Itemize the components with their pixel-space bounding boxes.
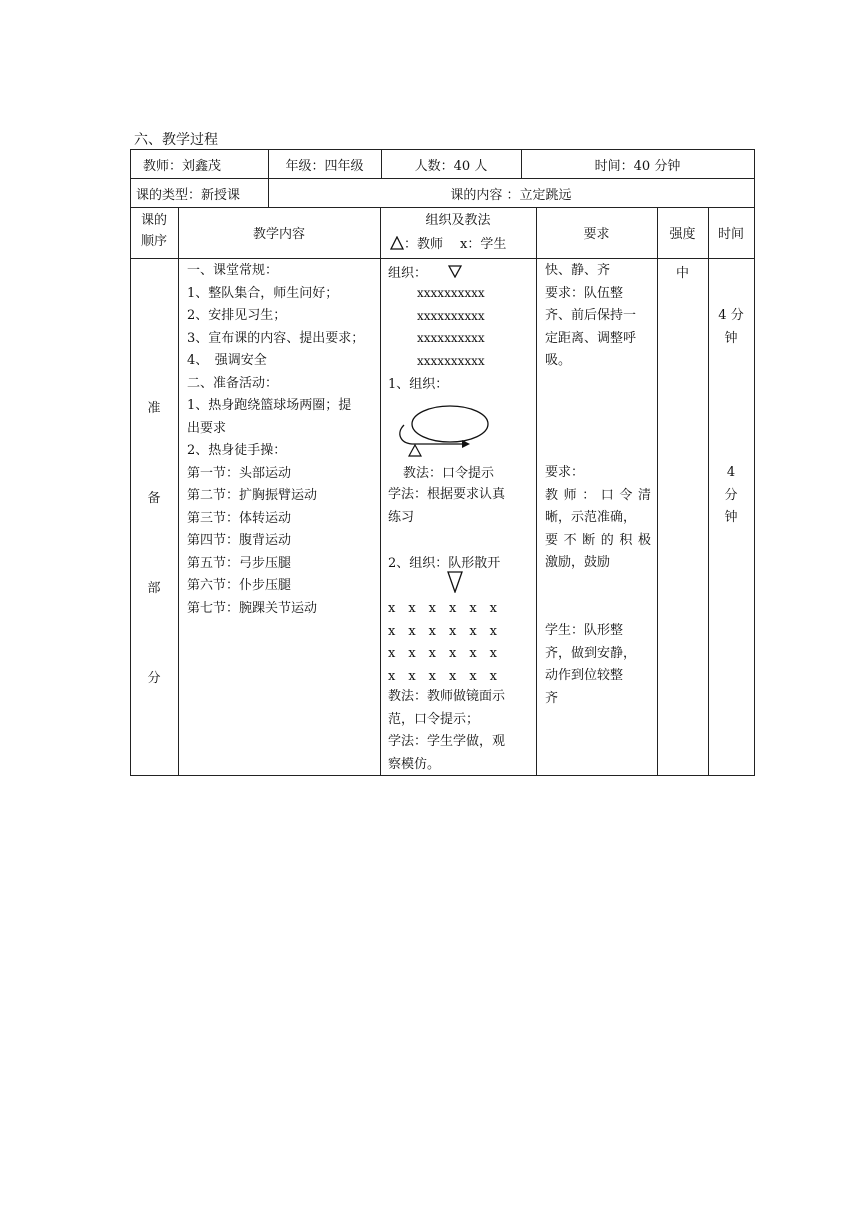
content-line: 出要求 [187, 420, 227, 436]
formation-row: xxxxxxxxxx [417, 286, 485, 300]
formation-row: xxxxxxxxxx [417, 331, 485, 345]
time-line: 钟 [724, 510, 738, 525]
content-list [187, 260, 364, 620]
legend-student-label: x：学生 [460, 237, 507, 252]
content-line: 1、整队集合，师生问好； [187, 285, 339, 301]
legend-teacher-label: ：教师 [404, 237, 444, 252]
header-require: 要求 [583, 227, 610, 242]
require-line: 要不断的积极 [545, 532, 651, 548]
require-line: 要求：队伍整 [545, 285, 624, 301]
formation-row: xxxxxxxxxx [417, 353, 485, 368]
require-line: 快、静、齐 [545, 263, 611, 278]
total-time: 时间：40 分钟 [594, 159, 681, 174]
require-block-2 [545, 462, 651, 575]
content-line: 第五节：弓步压腿 [187, 555, 292, 571]
content-line: 2、热身徒手操： [187, 443, 287, 458]
org-label-2: 1、组织： [388, 377, 449, 392]
method-line: 范，口令提示； [388, 711, 480, 727]
content-line: 第二节：扩胸振臂运动 [187, 488, 318, 503]
header-order-line: 顺序 [140, 234, 167, 249]
study-line: 察模仿。 [388, 756, 441, 772]
require-block-3 [545, 620, 651, 710]
formation-row: x x x x x x [388, 601, 497, 616]
method-1: 教法：口令提示 [403, 466, 495, 481]
require-line: 齐，做到安静， [545, 645, 637, 661]
content-line: 第四节：腹背运动 [187, 533, 292, 548]
content-line: 二、准备活动： [187, 375, 279, 391]
teacher-position-icon [447, 571, 463, 593]
header-order [130, 210, 178, 252]
row-divider [130, 207, 755, 208]
grade: 年级：四年级 [285, 159, 364, 174]
method-2 [388, 686, 505, 776]
require-line: 齐 [545, 690, 559, 706]
require-line: 激励，鼓励 [545, 555, 611, 570]
section-label-char: 准 [147, 401, 161, 416]
content-line: 第一节：头部运动 [187, 465, 292, 481]
require-line: 教师：口令清 [545, 487, 651, 503]
study-line: 学法：根据要求认真 [388, 487, 506, 502]
require-line: 定距离、调整呼 [545, 330, 637, 346]
org-label: 组织： [388, 266, 428, 281]
section-label-char: 备 [147, 491, 161, 506]
time-line: 钟 [724, 330, 738, 346]
student-count: 人数：40 人 [414, 159, 488, 174]
teacher-position-icon [448, 265, 462, 278]
require-line: 动作到位较整 [545, 668, 624, 683]
header-time: 时间 [717, 227, 744, 242]
content-line: 第六节：仆步压腿 [187, 578, 292, 593]
col-divider [178, 207, 179, 776]
table-border-top [130, 149, 755, 150]
col-divider [380, 207, 381, 776]
time-prep-1 [708, 305, 754, 350]
require-line: 晰，示范准确， [545, 510, 637, 525]
time-line: 分 [724, 487, 738, 503]
time-line: 4 分 [718, 308, 744, 323]
require-block-1 [545, 260, 651, 373]
row-divider [130, 178, 755, 179]
formation-row: xxxxxxxxxx [417, 308, 485, 323]
running-track-diagram [394, 403, 494, 459]
formation-rows [417, 282, 485, 372]
content-line: 4、 强调安全 [187, 353, 267, 368]
col-divider [657, 207, 658, 776]
formation-row: x x x x x x [388, 668, 497, 684]
header-intensity: 强度 [669, 227, 696, 242]
header-content: 教学内容 [252, 227, 305, 242]
study-1 [388, 484, 505, 529]
header-order-line: 课的 [140, 213, 167, 228]
formation-grid [388, 598, 497, 688]
org-label-3: 2、组织：队形散开 [388, 556, 501, 571]
col-divider [536, 207, 537, 776]
header-org-legend [390, 233, 540, 253]
time-prep-2 [708, 462, 754, 530]
require-line: 吸。 [545, 353, 572, 368]
time-line: 4 [726, 465, 736, 480]
content-line: 第七节：腕踝关节运动 [187, 600, 318, 616]
formation-row: x x x x x x [388, 646, 497, 661]
header-org-title: 组织及教法 [425, 213, 491, 228]
row-divider [130, 258, 755, 259]
content-line: 3、宣布课的内容、提出要求； [187, 330, 365, 346]
table-border-right [754, 149, 755, 776]
section-title: 六、教学过程 [134, 132, 218, 148]
content-line: 1、热身跑绕篮球场两圈；提 [187, 398, 352, 413]
require-line: 学生：队形整 [545, 623, 624, 638]
method-line: 教法：教师做镜面示 [388, 689, 506, 704]
teacher-triangle-icon [390, 236, 404, 250]
study-line: 练习 [388, 509, 415, 525]
study-line: 学法：学生学做，观 [388, 734, 506, 749]
intensity-value: 中 [675, 266, 689, 281]
require-line: 齐、前后保持一 [545, 308, 637, 323]
section-label-char: 部 [147, 581, 161, 596]
lesson-content: 课的内容 ：立定跳远 [450, 188, 572, 203]
formation-row: x x x x x x [388, 623, 497, 639]
content-line: 2、安排见习生； [187, 308, 287, 323]
content-line: 一、课堂常规： [187, 263, 279, 278]
require-line: 要求： [545, 465, 585, 480]
teacher-name: 教师：刘鑫茂 [143, 159, 222, 174]
section-label-char: 分 [147, 671, 161, 686]
content-line: 第三节：体转运动 [187, 510, 292, 526]
lesson-type: 课的类型：新授课 [136, 188, 241, 203]
